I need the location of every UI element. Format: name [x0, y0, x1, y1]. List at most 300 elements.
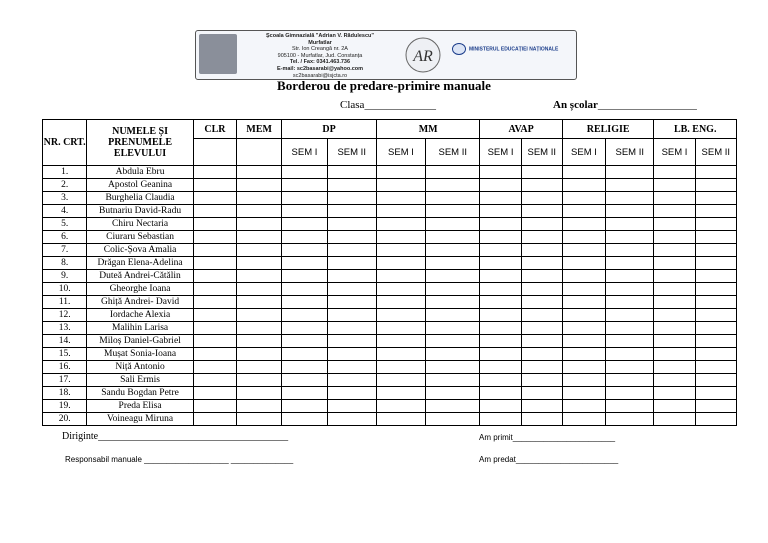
empty-cell [426, 257, 480, 270]
an-scolar-field [553, 99, 697, 111]
empty-cell [521, 309, 562, 322]
empty-cell [376, 309, 425, 322]
empty-cell [237, 270, 282, 283]
empty-cell [426, 205, 480, 218]
empty-cell [327, 270, 376, 283]
empty-cell [480, 322, 521, 335]
empty-cell [480, 374, 521, 387]
empty-cell [521, 166, 562, 179]
empty-cell [606, 192, 654, 205]
empty-cell [376, 231, 425, 244]
empty-cell [193, 387, 236, 400]
sem-header-avap-sem1: SEM I [480, 139, 521, 166]
empty-cell [606, 374, 654, 387]
student-name: Mușat Sonia-Ioana [87, 348, 194, 361]
empty-cell [193, 231, 236, 244]
row-number: 15. [43, 348, 87, 361]
empty-cell [237, 335, 282, 348]
student-name: Gheorghe Ioana [87, 283, 194, 296]
student-name: Malihin Larisa [87, 322, 194, 335]
empty-cell [426, 244, 480, 257]
school-town: Murfatlar [308, 39, 332, 46]
sem-header-mm-sem2: SEM II [426, 139, 480, 166]
empty-cell [480, 205, 521, 218]
empty-cell [426, 192, 480, 205]
empty-cell [426, 296, 480, 309]
empty-cell [193, 361, 236, 374]
header-religie: RELIGIE [562, 120, 654, 139]
empty-cell [654, 283, 695, 296]
empty-cell [480, 335, 521, 348]
page-title: Borderou de predare-primire manuale [277, 78, 491, 93]
empty-cell [327, 387, 376, 400]
empty-cell [237, 179, 282, 192]
empty-cell [282, 218, 327, 231]
student-name: Sali Ermis [87, 374, 194, 387]
empty-cell [426, 218, 480, 231]
empty-cell [654, 296, 695, 309]
header-lbeng: LB. ENG. [654, 120, 737, 139]
student-name: Chiru Nectaria [87, 218, 194, 231]
empty-cell [521, 283, 562, 296]
empty-cell [480, 192, 521, 205]
header-clr: CLR [193, 120, 236, 139]
empty-cell [193, 270, 236, 283]
empty-cell [426, 231, 480, 244]
empty-cell [606, 413, 654, 426]
empty-cell [426, 387, 480, 400]
row-number: 17. [43, 374, 87, 387]
empty-cell [327, 348, 376, 361]
empty-cell [480, 361, 521, 374]
empty-cell [376, 296, 425, 309]
am-predat-line: Am predat_______________________ [479, 455, 619, 464]
empty-cell [562, 270, 605, 283]
school-header-banner [195, 30, 577, 80]
ministry-crest-icon [452, 43, 466, 55]
empty-cell [480, 387, 521, 400]
empty-cell [376, 283, 425, 296]
empty-cell [606, 309, 654, 322]
empty-cell [237, 205, 282, 218]
empty-cell [606, 205, 654, 218]
empty-cell [521, 387, 562, 400]
empty-cell [327, 244, 376, 257]
student-name: Butnariu David-Radu [87, 205, 194, 218]
empty-cell [237, 257, 282, 270]
empty-cell [695, 309, 736, 322]
empty-cell [606, 322, 654, 335]
empty-cell [521, 231, 562, 244]
empty-cell [562, 192, 605, 205]
empty-cell [376, 348, 425, 361]
student-name: Voineagu Miruna [87, 413, 194, 426]
header-dp: DP [282, 120, 377, 139]
empty-cell [521, 413, 562, 426]
student-name: Colic-Șova Amalia [87, 244, 194, 257]
empty-cell [426, 374, 480, 387]
empty-cell [193, 348, 236, 361]
empty-cell [426, 179, 480, 192]
empty-cell [521, 400, 562, 413]
empty-cell [695, 192, 736, 205]
empty-cell [606, 335, 654, 348]
empty-cell [426, 335, 480, 348]
empty-cell [562, 413, 605, 426]
empty-cell [282, 244, 327, 257]
empty-cell [480, 244, 521, 257]
empty-cell [426, 361, 480, 374]
empty-cell [480, 270, 521, 283]
table-row [43, 257, 737, 270]
empty-cell [654, 257, 695, 270]
sem-header-mm-sem1: SEM I [376, 139, 425, 166]
empty-cell [327, 218, 376, 231]
empty-cell [376, 400, 425, 413]
empty-cell [327, 283, 376, 296]
empty-cell [376, 166, 425, 179]
header-avap: AVAP [480, 120, 562, 139]
empty-cell [695, 348, 736, 361]
empty-cell [654, 205, 695, 218]
empty-cell [562, 166, 605, 179]
empty-cell [193, 335, 236, 348]
sem-header-religie-sem2: SEM II [606, 139, 654, 166]
school-postal: 905100 - Murfatlar, Jud. Constanța [277, 52, 363, 59]
empty-cell [606, 400, 654, 413]
empty-cell [480, 179, 521, 192]
empty-cell [562, 335, 605, 348]
empty-cell [654, 231, 695, 244]
empty-cell [521, 205, 562, 218]
empty-cell [562, 296, 605, 309]
empty-cell [695, 387, 736, 400]
empty-cell [327, 231, 376, 244]
handover-table [42, 119, 737, 426]
empty-cell [376, 374, 425, 387]
empty-cell [606, 361, 654, 374]
empty-cell [695, 296, 736, 309]
empty-cell [480, 257, 521, 270]
empty-cell [237, 166, 282, 179]
empty-cell [282, 231, 327, 244]
empty-cell [480, 413, 521, 426]
an-scolar-label: An școlar [553, 99, 598, 111]
sem-header-lbeng-sem1: SEM I [654, 139, 695, 166]
empty-cell [521, 322, 562, 335]
empty-cell [426, 283, 480, 296]
empty-cell [562, 374, 605, 387]
table-row [43, 361, 737, 374]
table-row [43, 244, 737, 257]
row-number: 3. [43, 192, 87, 205]
row-number: 2. [43, 179, 87, 192]
student-name: Apostol Geanina [87, 179, 194, 192]
school-photo [199, 34, 237, 74]
empty-cell [237, 309, 282, 322]
clr-sub-cell [193, 139, 236, 166]
table-row [43, 413, 737, 426]
row-number: 12. [43, 309, 87, 322]
empty-cell [376, 244, 425, 257]
empty-cell [521, 335, 562, 348]
row-number: 14. [43, 335, 87, 348]
empty-cell [654, 309, 695, 322]
empty-cell [562, 309, 605, 322]
empty-cell [327, 322, 376, 335]
empty-cell [193, 309, 236, 322]
empty-cell [426, 400, 480, 413]
empty-cell [480, 348, 521, 361]
empty-cell [480, 166, 521, 179]
table-row [43, 335, 737, 348]
student-name: Miloș Daniel-Gabriel [87, 335, 194, 348]
ministry-label [452, 43, 558, 55]
sem-header-avap-sem2: SEM II [521, 139, 562, 166]
empty-cell [193, 296, 236, 309]
empty-cell [327, 205, 376, 218]
empty-cell [282, 322, 327, 335]
header-nr: NR. CRT. [43, 120, 87, 166]
empty-cell [695, 374, 736, 387]
empty-cell [282, 257, 327, 270]
empty-cell [282, 179, 327, 192]
empty-cell [562, 231, 605, 244]
empty-cell [237, 231, 282, 244]
empty-cell [606, 179, 654, 192]
empty-cell [654, 166, 695, 179]
row-number: 11. [43, 296, 87, 309]
empty-cell [654, 335, 695, 348]
empty-cell [606, 166, 654, 179]
empty-cell [237, 192, 282, 205]
mem-sub-cell [237, 139, 282, 166]
empty-cell [606, 257, 654, 270]
row-number: 19. [43, 400, 87, 413]
empty-cell [606, 283, 654, 296]
empty-cell [521, 257, 562, 270]
empty-cell [695, 218, 736, 231]
empty-cell [376, 179, 425, 192]
table-row [43, 231, 737, 244]
empty-cell [282, 387, 327, 400]
empty-cell [376, 361, 425, 374]
row-number: 5. [43, 218, 87, 231]
empty-cell [193, 374, 236, 387]
empty-cell [327, 400, 376, 413]
empty-cell [193, 218, 236, 231]
empty-cell [193, 322, 236, 335]
empty-cell [606, 348, 654, 361]
school-phone: Tel. / Fax: 0341.463.736 [289, 59, 351, 66]
empty-cell [521, 270, 562, 283]
empty-cell [193, 166, 236, 179]
empty-cell [695, 244, 736, 257]
empty-cell [562, 257, 605, 270]
empty-cell [521, 192, 562, 205]
table-row [43, 166, 737, 179]
empty-cell [237, 322, 282, 335]
empty-cell [193, 205, 236, 218]
empty-cell [282, 309, 327, 322]
empty-cell [327, 179, 376, 192]
empty-cell [521, 348, 562, 361]
empty-cell [695, 231, 736, 244]
empty-cell [282, 270, 327, 283]
empty-cell [282, 413, 327, 426]
student-name: Niță Antonio [87, 361, 194, 374]
empty-cell [521, 296, 562, 309]
table-row [43, 270, 737, 283]
empty-cell [654, 361, 695, 374]
empty-cell [327, 361, 376, 374]
row-number: 6. [43, 231, 87, 244]
am-primit-line: Am primit_______________________ [479, 433, 616, 442]
empty-cell [327, 166, 376, 179]
empty-cell [426, 270, 480, 283]
empty-cell [237, 413, 282, 426]
empty-cell [562, 283, 605, 296]
empty-cell [480, 231, 521, 244]
empty-cell [606, 231, 654, 244]
empty-cell [654, 270, 695, 283]
empty-cell [327, 374, 376, 387]
table-row [43, 309, 737, 322]
row-number: 4. [43, 205, 87, 218]
school-name: Școala Gimnazială "Adrian V. Rădulescu" [265, 33, 375, 39]
school-email-2: sc2basarabi@isjcta.ro [292, 72, 348, 79]
table-row [43, 374, 737, 387]
row-number: 10. [43, 283, 87, 296]
sem-header-dp-sem2: SEM II [327, 139, 376, 166]
empty-cell [562, 400, 605, 413]
student-name: Duteă Andrei-Cătălin [87, 270, 194, 283]
empty-cell [327, 309, 376, 322]
table-row [43, 218, 737, 231]
empty-cell [376, 335, 425, 348]
row-number: 9. [43, 270, 87, 283]
row-number: 8. [43, 257, 87, 270]
empty-cell [562, 322, 605, 335]
table-row [43, 179, 737, 192]
empty-cell [327, 335, 376, 348]
row-number: 13. [43, 322, 87, 335]
empty-cell [695, 257, 736, 270]
empty-cell [376, 322, 425, 335]
empty-cell [282, 348, 327, 361]
empty-cell [282, 374, 327, 387]
student-name: Drăgan Elena-Adelina [87, 257, 194, 270]
empty-cell [237, 387, 282, 400]
table-row [43, 205, 737, 218]
empty-cell [654, 244, 695, 257]
school-street: Str. Ion Creangă nr. 2A [292, 46, 348, 53]
empty-cell [480, 218, 521, 231]
table-row [43, 192, 737, 205]
clasa-field: Clasa_____________ [340, 99, 436, 111]
empty-cell [376, 413, 425, 426]
school-address [240, 33, 400, 79]
empty-cell [327, 296, 376, 309]
diriginte-line: Diriginte______________________________________ [62, 431, 289, 442]
empty-cell [606, 218, 654, 231]
empty-cell [193, 244, 236, 257]
empty-cell [376, 257, 425, 270]
empty-cell [426, 322, 480, 335]
empty-cell [562, 348, 605, 361]
empty-cell [282, 205, 327, 218]
responsabil-line: Responsabil manuale ___________________ ______________ [65, 455, 294, 464]
empty-cell [654, 218, 695, 231]
empty-cell [521, 244, 562, 257]
table-row [43, 387, 737, 400]
empty-cell [695, 361, 736, 374]
empty-cell [521, 374, 562, 387]
empty-cell [480, 309, 521, 322]
empty-cell [282, 296, 327, 309]
empty-cell [654, 387, 695, 400]
empty-cell [426, 413, 480, 426]
empty-cell [193, 413, 236, 426]
empty-cell [193, 192, 236, 205]
student-name: Ghiță Andrei- David [87, 296, 194, 309]
table-row [43, 322, 737, 335]
empty-cell [562, 361, 605, 374]
empty-cell [695, 322, 736, 335]
empty-cell [562, 387, 605, 400]
empty-cell [695, 270, 736, 283]
empty-cell [695, 400, 736, 413]
empty-cell [282, 361, 327, 374]
empty-cell [695, 413, 736, 426]
empty-cell [480, 296, 521, 309]
empty-cell [562, 244, 605, 257]
empty-cell [237, 244, 282, 257]
empty-cell [282, 335, 327, 348]
empty-cell [193, 257, 236, 270]
empty-cell [237, 374, 282, 387]
empty-cell [654, 413, 695, 426]
empty-cell [376, 387, 425, 400]
empty-cell [606, 244, 654, 257]
student-name: Burghelia Claudia [87, 192, 194, 205]
empty-cell [606, 270, 654, 283]
empty-cell [376, 218, 425, 231]
empty-cell [237, 296, 282, 309]
empty-cell [282, 400, 327, 413]
row-number: 7. [43, 244, 87, 257]
empty-cell [237, 348, 282, 361]
empty-cell [282, 192, 327, 205]
empty-cell [193, 179, 236, 192]
empty-cell [237, 400, 282, 413]
empty-cell [654, 192, 695, 205]
student-name: Ciuraru Sebastian [87, 231, 194, 244]
empty-cell [695, 205, 736, 218]
empty-cell [654, 322, 695, 335]
empty-cell [654, 400, 695, 413]
row-number: 1. [43, 166, 87, 179]
empty-cell [426, 166, 480, 179]
student-name: Sandu Bogdan Petre [87, 387, 194, 400]
sem-header-lbeng-sem2: SEM II [695, 139, 736, 166]
empty-cell [237, 283, 282, 296]
empty-cell [606, 387, 654, 400]
table-row [43, 296, 737, 309]
empty-cell [426, 348, 480, 361]
empty-cell [193, 400, 236, 413]
student-name: Preda Elisa [87, 400, 194, 413]
